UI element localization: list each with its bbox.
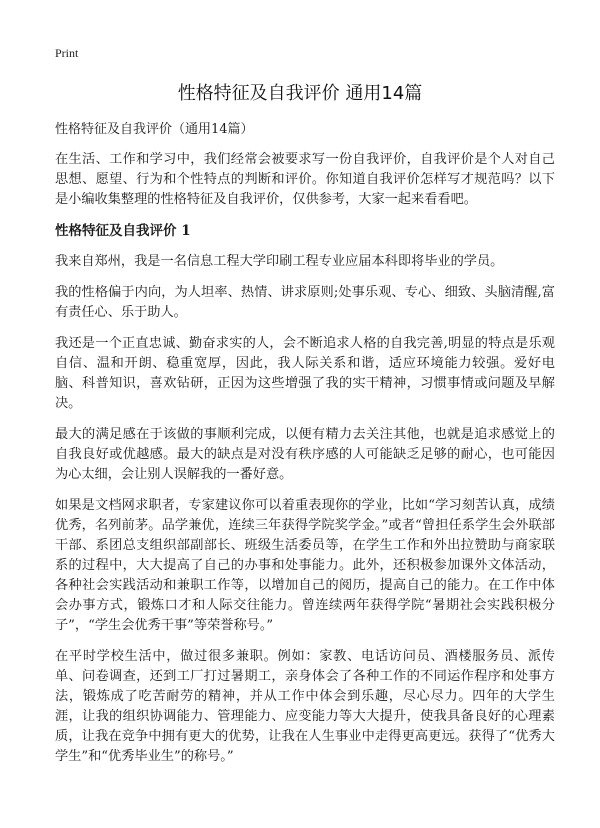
body-paragraph: 如果是文档网求职者，专家建议你可以着重表现你的学业，比如“学习刻苦认真，成绩优秀，名列前茅。品学兼优，连续三年获得学院奖学金。”或者“曾担任系学生会外联部干部、系团总支组织部副部长、班级生活委员等，在学生工作和外出拉赞助与商家联系的过程中，大大提高了自己的办事和处事能力。此外，还积极参加课外文体活动，各种社会实践活动和兼职工作等，以增加自己的阅历，提高自己的能力。在工作中体会办事方式，锻炼口才和人际交往能力。曾连续两年获得学院“暑期社会实践积极分子”，“学生会优秀干事”等荣誉称号。”	[55, 498, 555, 633]
intro-paragraph: 在生活、工作和学习中，我们经常会被要求写一份自我评价，自我评价是个人对自己思想、愿望、行为和个性特点的判断和评价。你知道自我评价怎样写才规范吗？以下是小编收集整理的性格特征及自我评价，仅供参考，大家一起来看看吧。	[55, 152, 555, 207]
document-subtitle: 性格特征及自我评价（通用14篇）	[55, 122, 254, 137]
body-paragraph: 最大的满足感在于该做的事顺利完成，以便有精力去关注其他，也就是追求感觉上的自我良好或优越感。最大的缺点是对没有秩序感的人可能缺乏足够的耐心，也可能因为心太细，会让别人误解我的一番好意。	[55, 427, 555, 482]
body-paragraph: 我的性格偏于内向，为人坦率、热情、讲求原则;处事乐观、专心、细致、头脑清醒,富有责任心、乐于助人。	[55, 285, 555, 320]
body-paragraph: 我还是一个正直忠诚、勤奋求实的人，会不断追求人格的自我完善,明显的特点是乐观自信、温和开朗、稳重宽厚，因此，我人际关系和谐，适应环境能力较强。爱好电脑、科普知识，喜欢钻研，正因为这些增强了我的实干精神，习惯事情或问题及早解决。	[55, 336, 555, 411]
document-body	[55, 120, 555, 778]
body-paragraph: 在平时学校生活中，做过很多兼职。例如：家教、电话访问员、酒楼服务员、派传单、问卷调查，还到工厂打过暑期工，亲身体会了各种工作的不同运作程序和处事方法，锻炼成了吃苦耐劳的精神，并从工作中体会到乐趣，尽心尽力。四年的大学生涯，让我的组织协调能力、管理能力、应变能力等大大提升，使我具备良好的心理素质，让我在竞争中拥有更大的优势，让我在人生事业中走得更高更远。获得了“优秀大学生”和“优秀毕业生”的称号。”	[55, 649, 555, 764]
page-title: 性格特征及自我评价 通用14篇	[177, 83, 423, 104]
section-heading: 性格特征及自我评价 1	[55, 223, 191, 239]
print-label[interactable]: Print	[55, 46, 79, 60]
body-paragraph: 我来自郑州，我是一名信息工程大学印刷工程专业应届本科即将毕业的学员。	[55, 254, 504, 269]
